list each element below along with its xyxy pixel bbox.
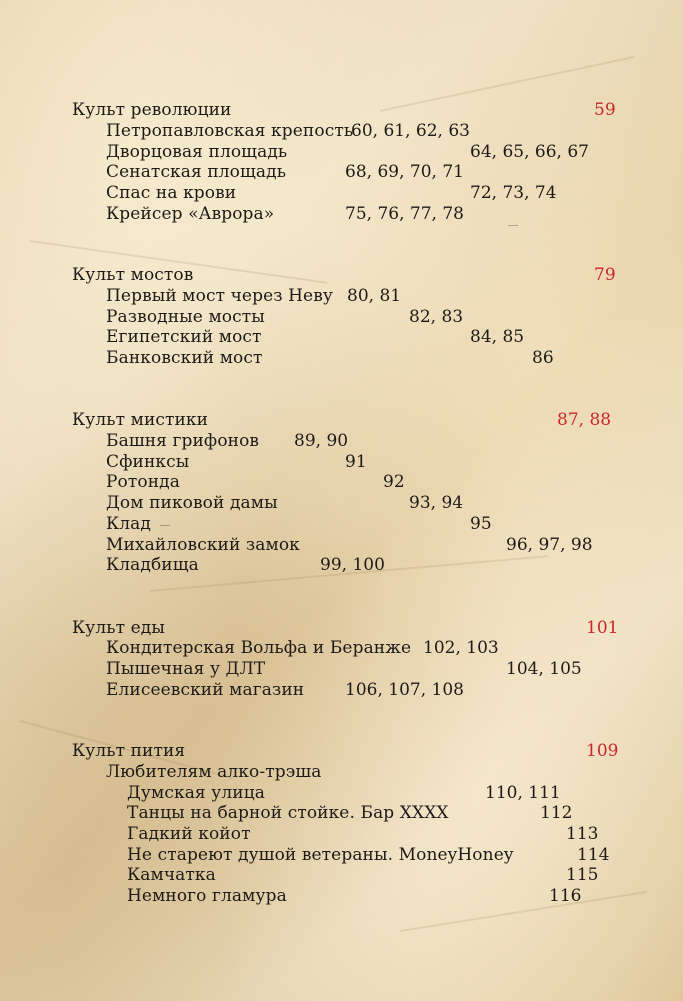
toc-entry-pages: 91 xyxy=(345,452,367,472)
toc-entry: Башня грифонов xyxy=(106,431,260,451)
toc-entry: Любителям алко-трэша xyxy=(106,762,322,782)
toc-entry: Банковский мост xyxy=(106,348,263,368)
toc-entry: Сенатская площадь xyxy=(106,162,287,182)
toc-entry-pages: 80, 81 xyxy=(347,286,402,306)
toc-entry: Ротонда xyxy=(106,472,180,492)
toc-entry: Египетский мост xyxy=(106,327,262,347)
toc-subentry: Немного гламура xyxy=(127,886,287,906)
toc-entry-pages: 68, 69, 70, 71 xyxy=(345,162,464,182)
section-title: Культ пития xyxy=(72,741,186,761)
section-title: Культ мостов xyxy=(72,265,194,285)
toc-entry: Кондитерская Вольфа и Беранже xyxy=(106,638,412,658)
toc-entry-pages: 112 xyxy=(540,803,573,823)
section-pages: 79 xyxy=(594,265,616,285)
toc-entry: Пышечная у ДЛТ xyxy=(106,659,266,679)
section-title: Культ революции xyxy=(72,100,232,120)
toc-entry-pages: 75, 76, 77, 78 xyxy=(345,204,464,224)
toc-entry-pages: 93, 94 xyxy=(409,493,464,513)
toc-entry-pages: 64, 65, 66, 67 xyxy=(470,142,589,162)
print-mark xyxy=(160,525,170,526)
toc-entry: Крейсер «Аврора» xyxy=(106,204,275,224)
toc-entry-pages: 82, 83 xyxy=(409,307,464,327)
section-pages: 59 xyxy=(594,100,616,120)
toc-entry-pages: 114 xyxy=(577,845,610,865)
toc-subentry: Камчатка xyxy=(127,865,216,885)
toc-entry-pages: 84, 85 xyxy=(470,327,525,347)
toc-entry-pages: 99, 100 xyxy=(320,555,385,575)
toc-entry-pages: 60, 61, 62, 63 xyxy=(351,121,470,141)
toc-entry-pages: 106, 107, 108 xyxy=(345,680,464,700)
toc-entry: Михайловский замок xyxy=(106,535,300,555)
section-pages: 109 xyxy=(586,741,619,761)
toc-entry: Кладбища xyxy=(106,555,199,575)
toc-entry: Клад xyxy=(106,514,151,534)
section-pages: 87, 88 xyxy=(557,410,612,430)
toc-subentry: Танцы на барной стойке. Бар XXXX xyxy=(127,803,449,823)
toc-entry-pages: 95 xyxy=(470,514,492,534)
toc-entry-pages: 110, 111 xyxy=(485,783,561,803)
toc-subentry: Не стареют душой ветераны. MoneyHoney xyxy=(127,845,514,865)
toc-entry: Дом пиковой дамы xyxy=(106,493,278,513)
toc-entry-pages: 115 xyxy=(566,865,599,885)
toc-entry: Первый мост через Неву xyxy=(106,286,333,306)
toc-entry: Елисеевский магазин xyxy=(106,680,305,700)
toc-subentry: Гадкий койот xyxy=(127,824,251,844)
section-title: Культ мистики xyxy=(72,410,209,430)
section-title: Культ еды xyxy=(72,618,165,638)
toc-entry-pages: 116 xyxy=(549,886,582,906)
print-mark xyxy=(508,225,518,226)
toc-entry: Петропавловская крепость xyxy=(106,121,354,141)
section-pages: 101 xyxy=(586,618,619,638)
toc-entry-pages: 92 xyxy=(383,472,405,492)
toc-subentry: Думская улица xyxy=(127,783,265,803)
toc-entry: Разводные мосты xyxy=(106,307,265,327)
toc-entry-pages: 72, 73, 74 xyxy=(470,183,557,203)
toc-entry: Спас на крови xyxy=(106,183,237,203)
toc-entry: Дворцовая площадь xyxy=(106,142,288,162)
toc-entry-pages: 113 xyxy=(566,824,599,844)
toc-entry-pages: 86 xyxy=(532,348,554,368)
toc-entry-pages: 96, 97, 98 xyxy=(506,535,593,555)
toc-entry-pages: 102, 103 xyxy=(423,638,499,658)
toc-entry-pages: 89, 90 xyxy=(294,431,349,451)
toc-entry-pages: 104, 105 xyxy=(506,659,582,679)
toc-entry: Сфинксы xyxy=(106,452,190,472)
